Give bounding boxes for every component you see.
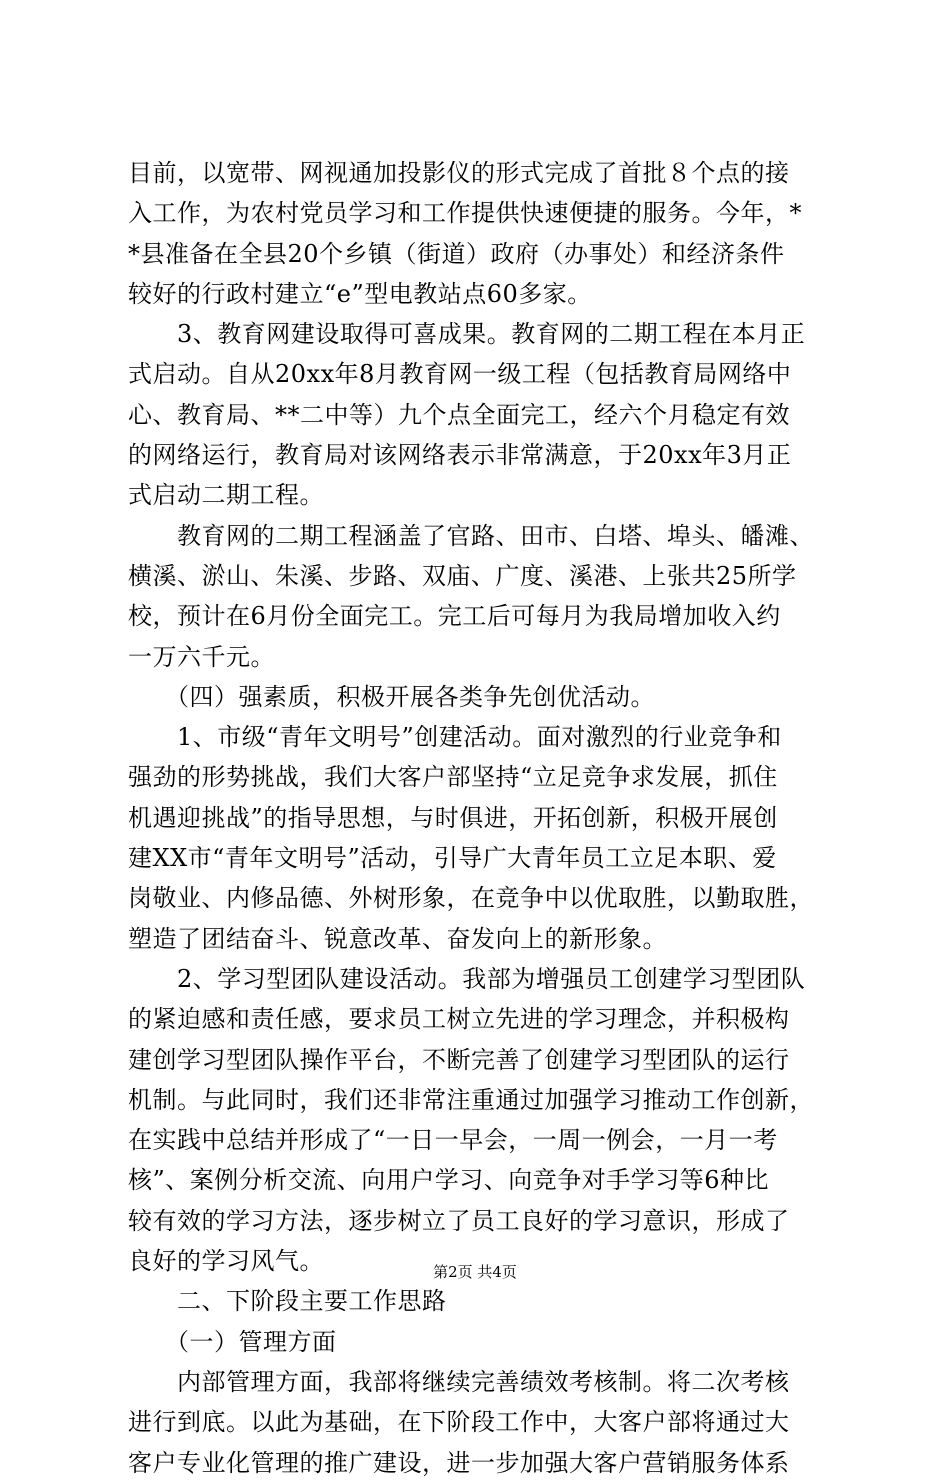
section-heading: 二、下阶段主要工作思路 <box>128 1287 447 1316</box>
text-line: 客户专业化管理的推广建设，进一步加强大客户营销服务体系 <box>128 1448 790 1477</box>
text-line: 塑造了团结奋斗、锐意改革、奋发向上的新形象。 <box>128 924 667 953</box>
text-line: 岗敬业、内修品德、外树形象，在竞争中以优取胜，以勤取胜， <box>128 884 814 913</box>
subsection-heading: （一）管理方面 <box>128 1327 337 1356</box>
text-line: 横溪、淤山、朱溪、步路、双庙、广度、溪港、上张共25所学 <box>128 561 797 590</box>
text-line: 核”、案例分析交流、向用户学习、向竞争对手学习等6种比 <box>128 1166 770 1195</box>
text-line: 内部管理方面，我部将继续完善绩效考核制。将二次考核 <box>128 1367 790 1396</box>
text-line: 进行到底。以此为基础，在下阶段工作中，大客户部将通过大 <box>128 1408 790 1437</box>
text-line: 建XX市“青年文明号”活动，引导广大青年员工立足本职、爱 <box>128 844 777 873</box>
text-line: 心、教育局、**二中等）九个点全面完工，经六个月稳定有效 <box>128 400 790 429</box>
text-line: 较好的行政村建立“e”型电教站点60多家。 <box>128 279 592 308</box>
text-line: 在实践中总结并形成了“一日一早会，一周一例会，一月一考 <box>128 1126 778 1155</box>
text-line: 的紧迫感和责任感，要求员工树立先进的学习理念，并积极构 <box>128 1005 790 1034</box>
text-line: 建创学习型团队操作平台，不断完善了创建学习型团队的运行 <box>128 1045 790 1074</box>
text-line: 校，预计在6月份全面完工。完工后可每月为我局增加收入约 <box>128 602 781 631</box>
section-heading: （四）强素质，积极开展各类争先创优活动。 <box>128 682 655 711</box>
text-line: 较有效的学习方法，逐步树立了员工良好的学习意识，形成了 <box>128 1206 790 1235</box>
text-line: 式启动。自从20xx年8月教育网一级工程（包括教育局网络中 <box>128 360 792 389</box>
text-line: 一万六千元。 <box>128 642 275 671</box>
text-line: 式启动二期工程。 <box>128 481 324 510</box>
text-line: 1、市级“青年文明号”创建活动。面对激烈的行业竞争和 <box>128 723 782 752</box>
text-line: 强劲的形势挑战，我们大客户部坚持“立足竞争求发展，抓住 <box>128 763 778 792</box>
text-line: 机遇迎挑战”的指导思想，与时俱进，开拓创新，积极开展创 <box>128 803 778 832</box>
page-number-label: 第2页 共4页 <box>433 1263 517 1281</box>
page-footer <box>0 1260 950 1284</box>
text-line: 3、教育网建设取得可喜成果。教育网的二期工程在本月正 <box>128 320 806 349</box>
text-line: *县准备在全县20个乡镇（街道）政府（办事处）和经济条件 <box>128 239 785 268</box>
text-line: 入工作，为农村党员学习和工作提供快速便捷的服务。今年，* <box>128 199 802 228</box>
text-line: 良好的学习风气。 <box>128 1247 324 1276</box>
text-line: 机制。与此同时，我们还非常注重通过加强学习推动工作创新， <box>128 1085 814 1114</box>
text-line: 目前，以宽带、网视通加投影仪的形式完成了首批８个点的接 <box>128 159 790 187</box>
text-line: 教育网的二期工程涵盖了官路、田市、白塔、埠头、皤滩、 <box>128 521 814 550</box>
text-line: 的网络运行，教育局对该网络表示非常满意，于20xx年3月正 <box>128 441 792 470</box>
text-line: 2、学习型团队建设活动。我部为增强员工创建学习型团队 <box>128 964 806 993</box>
